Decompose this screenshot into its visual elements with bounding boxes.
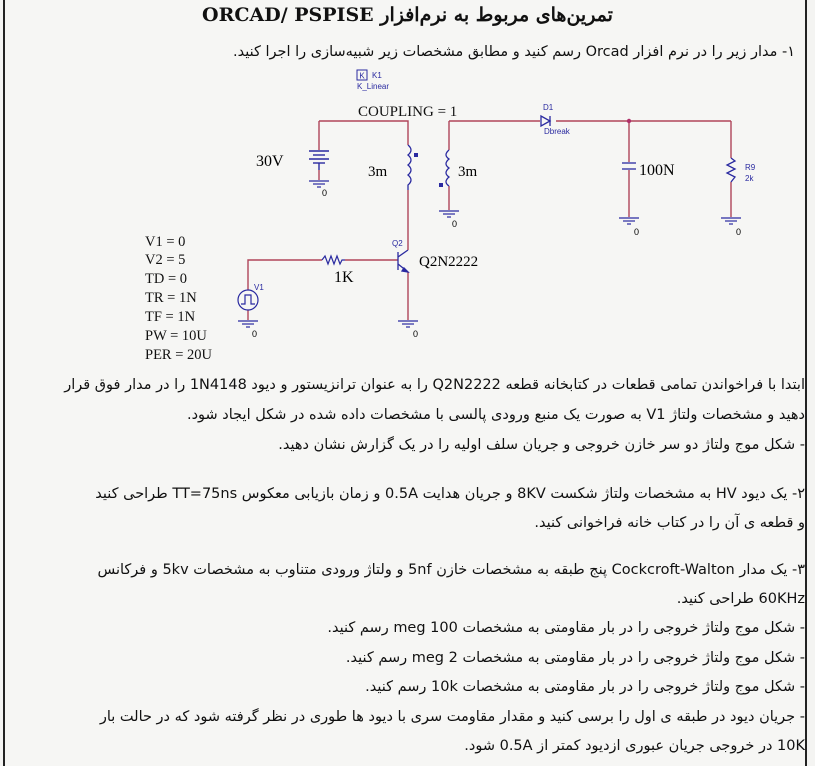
q3-line-2: 60KHz طراحی کنید. (676, 591, 805, 607)
q3-bullet-3: - شکل موج ولتاژ خروجی را در بار مقاومتی به مشخصات 10k رسم کنید. (365, 679, 805, 695)
source-voltage-label: 30V (256, 153, 284, 170)
transistor-model-label: Q2N2222 (419, 254, 479, 270)
resistor-name-label: R9 (745, 163, 756, 172)
pulse-param: PER = 20U (145, 347, 212, 363)
capacitor-icon (622, 163, 636, 169)
capacitor-value-label: 100N (639, 162, 675, 179)
ground-icon (309, 181, 329, 187)
coupling-label: COUPLING = 1 (358, 104, 458, 120)
q2-line-1: ۲- یک دیود HV به مشخصات ولتاژ شکست 8KV و جریان هدایت 0.5A و زمان بازیابی معکوس TT=75ns طراحی کنید (95, 486, 805, 502)
ground-label: 0 (736, 227, 742, 237)
q1-description-line-1: ابتدا با فراخواندن تمامی قطعات در کتابخانه قطعه Q2N2222 را به عنوان ترانزیستور و دیود 1N4148 را در مدار فوق قرار (64, 377, 805, 393)
ground-icon (398, 321, 418, 327)
ground-label: 0 (252, 329, 258, 339)
q1-description-line-2: دهید و مشخصات ولتاژ V1 به صورت یک منبع ورودی پالسی با مشخصات داده شده در شکل ایجاد شود. (186, 407, 805, 423)
l1-value-label: 3m (368, 164, 388, 180)
battery-icon (309, 151, 329, 170)
pulse-source-icon (238, 290, 258, 310)
pulse-source-name-label: V1 (254, 283, 264, 292)
q1-intro: ۱- مدار زیر را در نرم افزار Orcad رسم کنید و مطابق مشخصات زیر شبیه‌سازی را اجرا کنید. (232, 44, 795, 60)
ground-icon (238, 321, 258, 327)
coupling-icon-glyph: K (359, 71, 365, 81)
base-resistor-icon (322, 256, 345, 264)
polarity-dot (439, 183, 443, 187)
ground-label: 0 (634, 227, 640, 237)
diode-name-label: D1 (543, 103, 554, 112)
k-name-label: K1 (372, 71, 382, 80)
resistor-icon (727, 158, 735, 182)
polarity-dot (414, 153, 418, 157)
q3-bullet-4-line-2: 10K در خروجی جریان عبوری ازدیود کمتر از 0.5A شود. (464, 738, 805, 754)
resistor-value-label: 2k (745, 174, 754, 183)
k-model-label: K_Linear (357, 82, 390, 91)
wire (319, 121, 408, 145)
pulse-param: V2 = 5 (145, 252, 186, 268)
pulse-param: PW = 10U (145, 328, 207, 344)
pulse-param: TR = 1N (145, 290, 197, 306)
diode-icon (541, 116, 550, 126)
q3-bullet-4-line-1: - جریان دیود در طبقه ی اول را برسی کنید و مقدار مقاومت سری با دیود ها طوری در نظر گرفته شود که در حالت بار (99, 709, 805, 725)
ground-icon (619, 218, 639, 224)
ground-icon (439, 211, 459, 217)
pulse-params (145, 234, 213, 363)
q3-bullet-1: - شکل موج ولتاژ خروجی را در بار مقاومتی به مشخصات 100 meg رسم کنید. (327, 620, 805, 636)
base-resistor-label: 1K (334, 269, 354, 286)
circuit-schematic (0, 60, 815, 375)
diode-model-label: Dbreak (544, 127, 570, 136)
l2-value-label: 3m (458, 164, 478, 180)
q3-bullet-2: - شکل موج ولتاژ خروجی را در بار مقاومتی به مشخصات 2 meg رسم کنید. (345, 650, 805, 666)
pulse-param: V1 = 0 (145, 234, 186, 250)
inductor-primary-icon (408, 145, 411, 190)
inductor-secondary-icon (446, 150, 449, 186)
ground-icon (721, 218, 741, 224)
ground-label: 0 (452, 219, 458, 229)
transistor-icon (398, 250, 408, 272)
ground-label: 0 (413, 329, 419, 339)
q2-line-2: و قطعه ی آن را در کتاب خانه فراخوانی کنید. (534, 515, 805, 531)
transistor-name-label: Q2 (392, 239, 403, 248)
q3-line-1: ۳- یک مدار Cockcroft-Walton پنج طبقه به مشخصات خازن 5nf و ولتاژ ورودی متناوب به مشخصات 5kv و فرکانس (97, 562, 805, 578)
junction-dot (627, 119, 631, 123)
page-title: تمرین‌های مربوط به نرم‌افزار ORCAD/ PSPISE (202, 4, 613, 26)
pulse-param: TF = 1N (145, 309, 196, 325)
pulse-param: TD = 0 (145, 271, 188, 287)
q1-description-line-3: - شکل موج ولتاژ دو سر خازن خروجی و جریان سلف اولیه را در یک گزارش نشان دهید. (278, 437, 805, 453)
ground-label: 0 (322, 188, 328, 198)
